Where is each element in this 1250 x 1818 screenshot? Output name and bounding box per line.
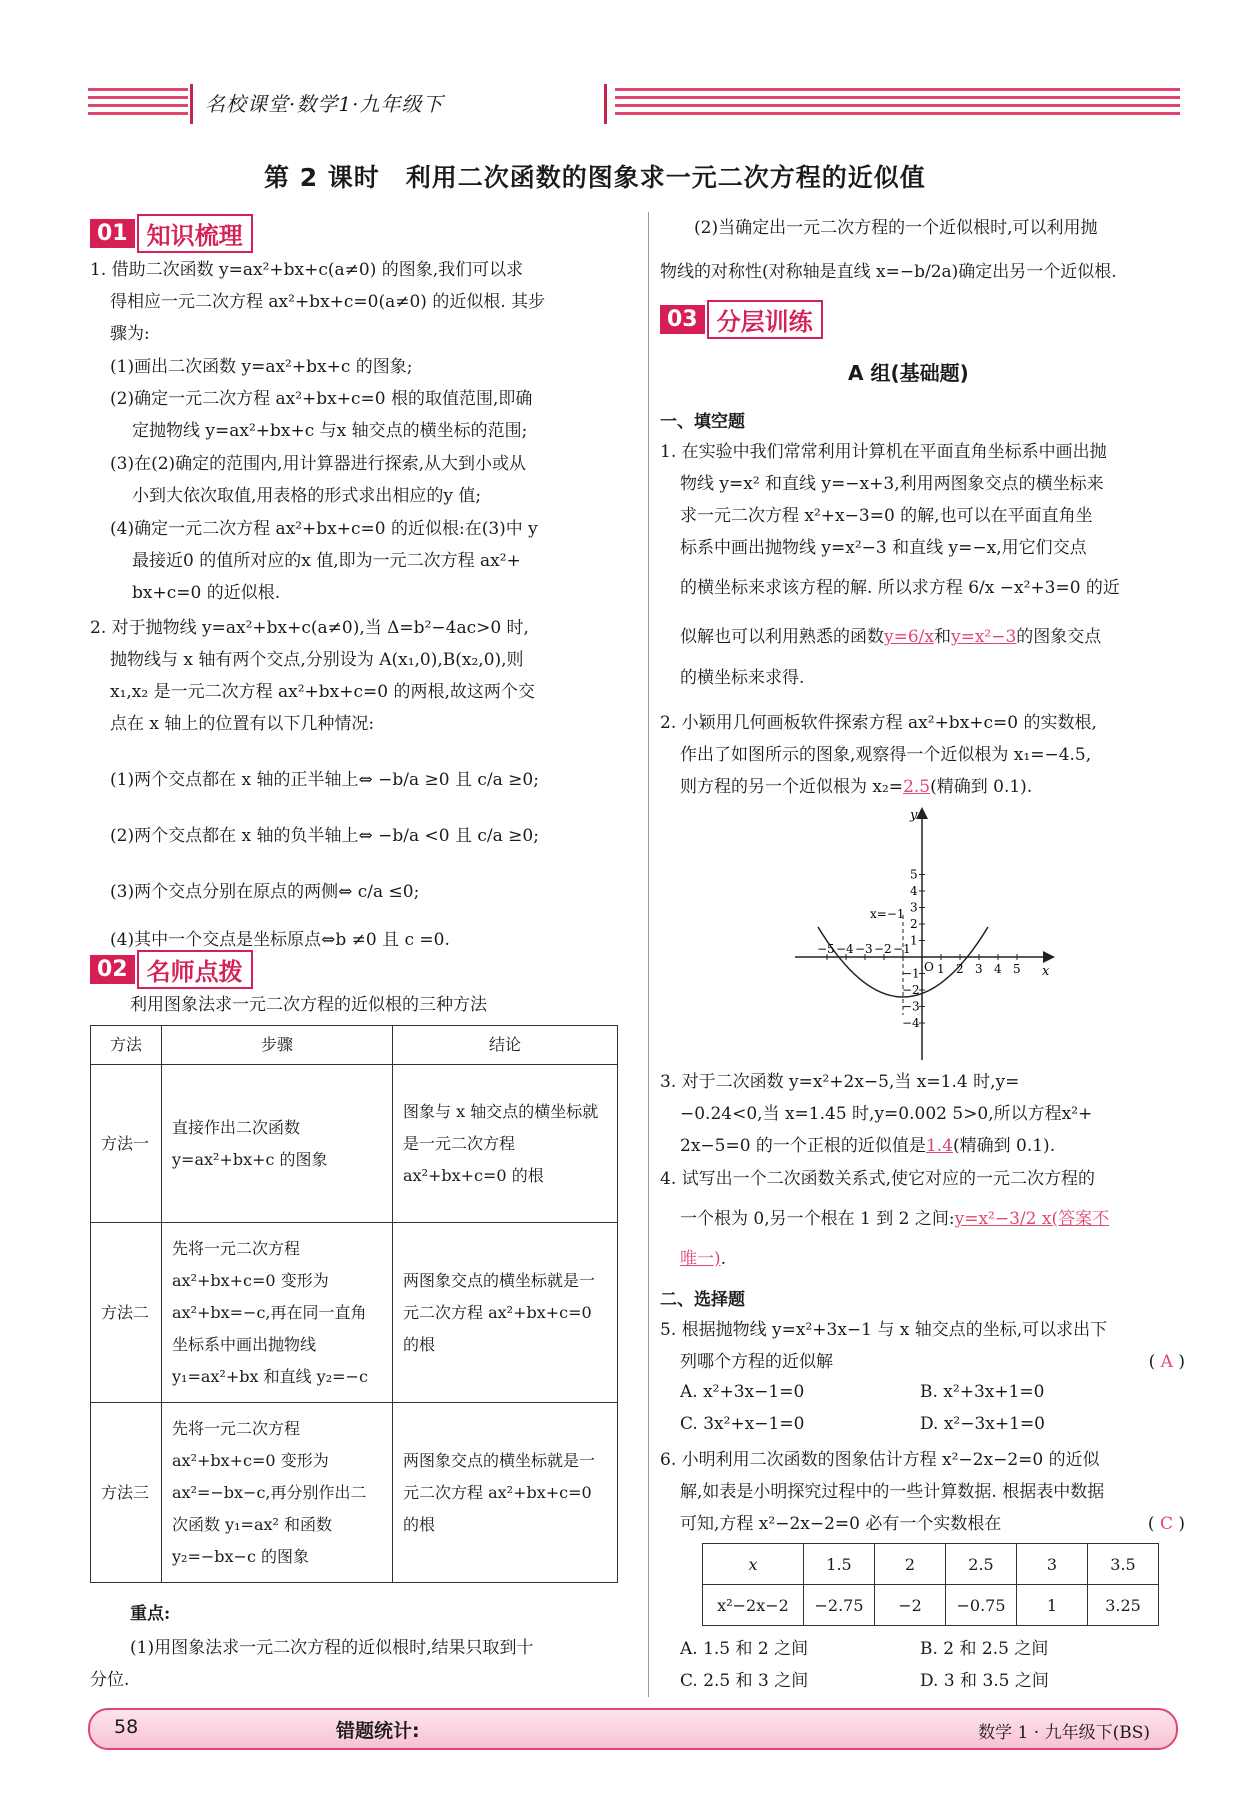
table-cell: 2 — [875, 1544, 946, 1585]
x-tick-label: 2 — [956, 962, 964, 976]
text-line: (1)用图象法求一元二次方程的近似根时,结果只取到十 — [130, 1638, 534, 1658]
knowledge-p2 — [90, 612, 625, 740]
answer-blank: y=6/x — [884, 627, 934, 647]
footer-book: 数学 1 · 九年级下(BS) — [978, 1723, 1150, 1743]
answer-bracket: ( C ) — [1147, 1514, 1185, 1534]
text-line: bx+c=0 的近似根. — [132, 583, 281, 603]
q6-data-table — [702, 1543, 1159, 1626]
section-label: 名师点拨 — [137, 950, 253, 989]
header-divider-left — [190, 84, 193, 124]
q4-answer-line — [660, 1195, 1185, 1243]
x-tick-label: 1 — [937, 962, 945, 976]
text-segment: . — [720, 1249, 727, 1269]
text-line: 物线 y=x² 和直线 y=−x+3,利用两图象交点的横坐标来 — [680, 474, 1104, 494]
text-segment: 的图象交点 — [1016, 627, 1102, 647]
answer-blank: 2.5 — [903, 777, 931, 797]
section-number: 01 — [90, 219, 135, 248]
section-training — [660, 300, 823, 339]
table-cell: −0.75 — [946, 1585, 1017, 1626]
text-line: 得相应一元二次方程 ax²+bx+c=0(a≠0) 的近似根. 其步 — [110, 292, 546, 312]
origin-label: O — [924, 960, 934, 974]
q6-option: D. 3 和 3.5 之间 — [920, 1671, 1049, 1691]
column-divider — [648, 212, 649, 1697]
method-steps: 先将一元二次方程 ax²+bx+c=0 变形为 ax²+bx=−c,再在同一直角坐标系中画出抛物线 y₁=ax²+bx 和直线 y₂=−c — [162, 1223, 393, 1403]
table-cell: x²−2x−2 — [703, 1585, 804, 1626]
text-line: 2. 对于抛物线 y=ax²+bx+c(a≠0),当 Δ=b²−4ac>0 时, — [90, 618, 529, 638]
q2 — [660, 707, 1185, 803]
method-name: 方法三 — [91, 1403, 162, 1583]
x-tick-label: −3 — [855, 942, 873, 956]
table-header-row — [91, 1026, 618, 1065]
axis-of-symmetry-label: x=−1 — [870, 907, 905, 921]
q4 — [660, 1163, 1185, 1275]
q6 — [660, 1444, 1185, 1540]
group-title: A 组(基础题) — [848, 361, 969, 385]
method-result: 两图象交点的横坐标就是一元二次方程 ax²+bx+c=0 的根 — [393, 1223, 618, 1403]
x-tick-label: −1 — [893, 942, 911, 956]
text-segment: 列哪个方程的近似解 — [680, 1352, 833, 1372]
method-name: 方法一 — [91, 1065, 162, 1223]
method-steps: 先将一元二次方程 ax²+bx+c=0 变形为 ax²=−bx−c,再分别作出二次函数 y₁=ax² 和函数 y₂=−bx−c 的图象 — [162, 1403, 393, 1583]
text-line: x₁,x₂ 是一元二次方程 ax²+bx+c=0 的两根,故这两个交 — [110, 682, 535, 702]
q5-option: A. x²+3x−1=0 — [680, 1382, 805, 1402]
method-result: 两图象交点的横坐标就是一元二次方程 ax²+bx+c=0 的根 — [393, 1403, 618, 1583]
text-line: 4. 试写出一个二次函数关系式,使它对应的一元二次方程的 — [660, 1169, 1096, 1189]
knowledge-step3 — [110, 448, 625, 512]
q5 — [660, 1314, 1185, 1378]
answer-bracket: ( A ) — [1148, 1352, 1185, 1372]
text-line: 最接近0 的值所对应的x 值,即为一元二次方程 ax²+ — [132, 551, 521, 571]
text-segment: 一个根为 0,另一个根在 1 到 2 之间: — [680, 1209, 955, 1229]
q6-line3 — [660, 1508, 1185, 1540]
section-tips — [90, 950, 253, 989]
table-cell: −2 — [875, 1585, 946, 1626]
q6-option: C. 2.5 和 3 之间 — [680, 1671, 809, 1691]
choice-title: 二、选择题 — [660, 1290, 745, 1310]
q4-answer-line2 — [660, 1243, 1185, 1275]
header-lines-left — [88, 88, 188, 122]
fill-title: 一、填空题 — [660, 412, 745, 432]
text-line: 的横坐标来求该方程的解. 所以求方程 6/x −x²+3=0 的近 — [680, 578, 1120, 598]
answer-choice: C — [1159, 1514, 1173, 1534]
x-tick-label: 4 — [994, 962, 1002, 976]
y-tick-label: −4 — [902, 1016, 920, 1030]
y-tick-label: 1 — [910, 933, 918, 948]
header-divider-right — [604, 84, 607, 124]
text-line: 的横坐标来求得. — [680, 668, 805, 688]
text-line: (1)画出二次函数 y=ax²+bx+c 的图象; — [110, 357, 413, 377]
footer-bar — [88, 1708, 1178, 1750]
text-line: 1. 借助二次函数 y=ax²+bx+c(a≠0) 的图象,我们可以求 — [90, 260, 524, 280]
header-lines-right — [615, 88, 1180, 122]
x-tick-label: −4 — [836, 942, 854, 956]
text-line: 6. 小明利用二次函数的图象估计方程 x²−2x−2=0 的近似 — [660, 1450, 1100, 1470]
y-label: y — [910, 808, 918, 823]
y-tick-label: −3 — [902, 999, 920, 1014]
text-line: 小到大依次取值,用表格的形式求出相应的y 值; — [132, 486, 482, 506]
methods-table — [90, 1025, 618, 1583]
method-result: 图象与 x 轴交点的横坐标就是一元二次方程 ax²+bx+c=0 的根 — [393, 1065, 618, 1223]
text-line: 1. 在实验中我们常常利用计算机在平面直角坐标系中画出抛 — [660, 442, 1107, 462]
x-tick-label: 3 — [975, 962, 983, 976]
answer-blank: y=x²−3 — [950, 627, 1017, 647]
case-line: (3)两个交点分别在原点的两侧⇔ c/a ≤0; — [110, 882, 420, 902]
y-tick-label: −1 — [902, 966, 920, 981]
x-tick-label: −2 — [874, 942, 892, 956]
lesson-title: 第 2 课时 利用二次函数的图象求一元二次方程的近似值 — [264, 163, 926, 192]
text-segment: (精确到 0.1). — [952, 1136, 1056, 1156]
text-line: (2)确定一元二次方程 ax²+bx+c=0 根的取值范围,即确 — [110, 389, 533, 409]
y-tick-label: 2 — [910, 917, 918, 931]
knowledge-step1 — [110, 351, 625, 383]
knowledge-step4 — [110, 513, 625, 609]
x-tick-label: 5 — [1013, 962, 1021, 976]
table-row — [91, 1223, 618, 1403]
table-header: 方法 — [91, 1026, 162, 1065]
section-label: 知识梳理 — [137, 214, 253, 253]
y-tick-label: 4 — [910, 884, 918, 898]
q5-line2 — [660, 1346, 1185, 1378]
text-line: 分位. — [90, 1670, 130, 1690]
table-cell: x — [703, 1544, 804, 1585]
text-line: 定抛物线 y=ax²+bx+c 与x 轴交点的横坐标的范围; — [132, 421, 528, 441]
table-cell: 3.5 — [1088, 1544, 1159, 1585]
section-knowledge — [90, 214, 253, 253]
q5-option: C. 3x²+x−1=0 — [680, 1414, 805, 1434]
text-line: 抛物线与 x 轴有两个交点,分别设为 A(x₁,0),B(x₂,0),则 — [110, 650, 524, 670]
text-segment: 则方程的另一个近似根为 x₂= — [680, 777, 904, 797]
table-row — [91, 1065, 618, 1223]
knowledge-cases — [110, 752, 625, 956]
case-line: (2)两个交点都在 x 轴的负半轴上⇔ −b/a <0 且 c/a ≥0; — [110, 826, 539, 846]
section-number: 02 — [90, 955, 135, 984]
table-cell: 3.25 — [1088, 1585, 1159, 1626]
y-tick-label: 3 — [910, 900, 918, 915]
text-segment: (精确到 0.1). — [930, 777, 1033, 797]
text-segment: 似解也可以利用熟悉的函数 — [680, 627, 884, 647]
right-intro — [660, 206, 1180, 294]
text-line: 物线的对称性(对称轴是直线 x=−b/2a)确定出另一个近似根. — [660, 262, 1117, 282]
table-header: 步骤 — [162, 1026, 393, 1065]
knowledge-p1 — [90, 254, 625, 350]
text-line: 求一元二次方程 x²+x−3=0 的解,也可以在平面直角坐 — [680, 506, 1093, 526]
q3 — [660, 1066, 1185, 1162]
q6-option: B. 2 和 2.5 之间 — [920, 1639, 1049, 1659]
key-points-title: 重点: — [130, 1604, 171, 1624]
section-number: 03 — [660, 305, 705, 334]
method-steps: 直接作出二次函数 y=ax²+bx+c 的图象 — [162, 1065, 393, 1223]
table-cell: 2.5 — [946, 1544, 1017, 1585]
x-label: x — [1042, 964, 1050, 979]
table-cell: 1.5 — [804, 1544, 875, 1585]
q6-option: A. 1.5 和 2 之间 — [680, 1639, 809, 1659]
q1 — [660, 436, 1185, 694]
text-segment: 2x−5=0 的一个正根的近似值是 — [680, 1136, 926, 1156]
table-row — [703, 1544, 1159, 1585]
answer-blank: y=x²−3/2 x(答案不 — [954, 1209, 1110, 1229]
parabola-graph — [790, 805, 1060, 1065]
answer-choice: A — [1160, 1352, 1173, 1372]
table-cell: −2.75 — [804, 1585, 875, 1626]
text-line: 作出了如图所示的图象,观察得一个近似根为 x₁=−4.5, — [680, 745, 1092, 765]
method-name: 方法二 — [91, 1223, 162, 1403]
text-line: 2. 小颖用几何画板软件探索方程 ax²+bx+c=0 的实数根, — [660, 713, 1097, 733]
key-points-text — [90, 1632, 625, 1696]
answer-blank: 唯一) — [680, 1249, 721, 1269]
error-stats-label: 错题统计: — [336, 1720, 420, 1742]
text-segment: 可知,方程 x²−2x−2=0 必有一个实数根在 — [680, 1514, 1002, 1534]
table-cell: 3 — [1017, 1544, 1088, 1585]
case-line: (4)其中一个交点是坐标原点⇔b ≠0 且 c =0. — [110, 930, 450, 950]
text-line: 骤为: — [110, 324, 150, 344]
page-number: 58 — [114, 1716, 139, 1738]
q5-option: D. x²−3x+1=0 — [920, 1414, 1046, 1434]
answer-blank: 1.4 — [925, 1136, 953, 1156]
table-header: 结论 — [393, 1026, 618, 1065]
text-line: −0.24<0,当 x=1.45 时,y=0.002 5>0,所以方程x²+ — [680, 1104, 1093, 1124]
text-line: 5. 根据抛物线 y=x²+3x−1 与 x 轴交点的坐标,可以求出下 — [660, 1320, 1108, 1340]
text-line: 3. 对于二次函数 y=x²+2x−5,当 x=1.4 时,y= — [660, 1072, 1020, 1092]
q5-option: B. x²+3x+1=0 — [920, 1382, 1045, 1402]
table-row — [703, 1585, 1159, 1626]
header-book-title: 名校课堂·数学1·九年级下 — [205, 92, 444, 116]
methods-caption: 利用图象法求一元二次方程的近似根的三种方法 — [130, 995, 487, 1015]
text-segment: 和 — [933, 627, 951, 647]
table-row — [91, 1403, 618, 1583]
knowledge-step2 — [110, 383, 625, 447]
q2-answer-line — [660, 771, 1185, 803]
q1-answer-line — [660, 612, 1185, 662]
y-tick-label: 5 — [910, 867, 918, 882]
section-label: 分层训练 — [707, 300, 823, 339]
y-tick-label: −2 — [902, 983, 920, 997]
text-line: (4)确定一元二次方程 ax²+bx+c=0 的近似根:在(3)中 y — [110, 519, 538, 539]
case-line: (1)两个交点都在 x 轴的正半轴上⇔ −b/a ≥0 且 c/a ≥0; — [110, 770, 539, 790]
text-line: (3)在(2)确定的范围内,用计算器进行探索,从大到小或从 — [110, 454, 526, 474]
text-line: 标系中画出抛物线 y=x²−3 和直线 y=−x,用它们交点 — [680, 538, 1087, 558]
text-line: (2)当确定出一元二次方程的一个近似根时,可以利用抛 — [694, 218, 1098, 238]
table-cell: 1 — [1017, 1585, 1088, 1626]
q3-answer-line — [660, 1130, 1185, 1162]
text-line: 解,如表是小明探究过程中的一些计算数据. 根据表中数据 — [680, 1482, 1105, 1502]
x-tick-label: −5 — [817, 942, 835, 956]
text-line: 点在 x 轴上的位置有以下几种情况: — [110, 714, 375, 734]
